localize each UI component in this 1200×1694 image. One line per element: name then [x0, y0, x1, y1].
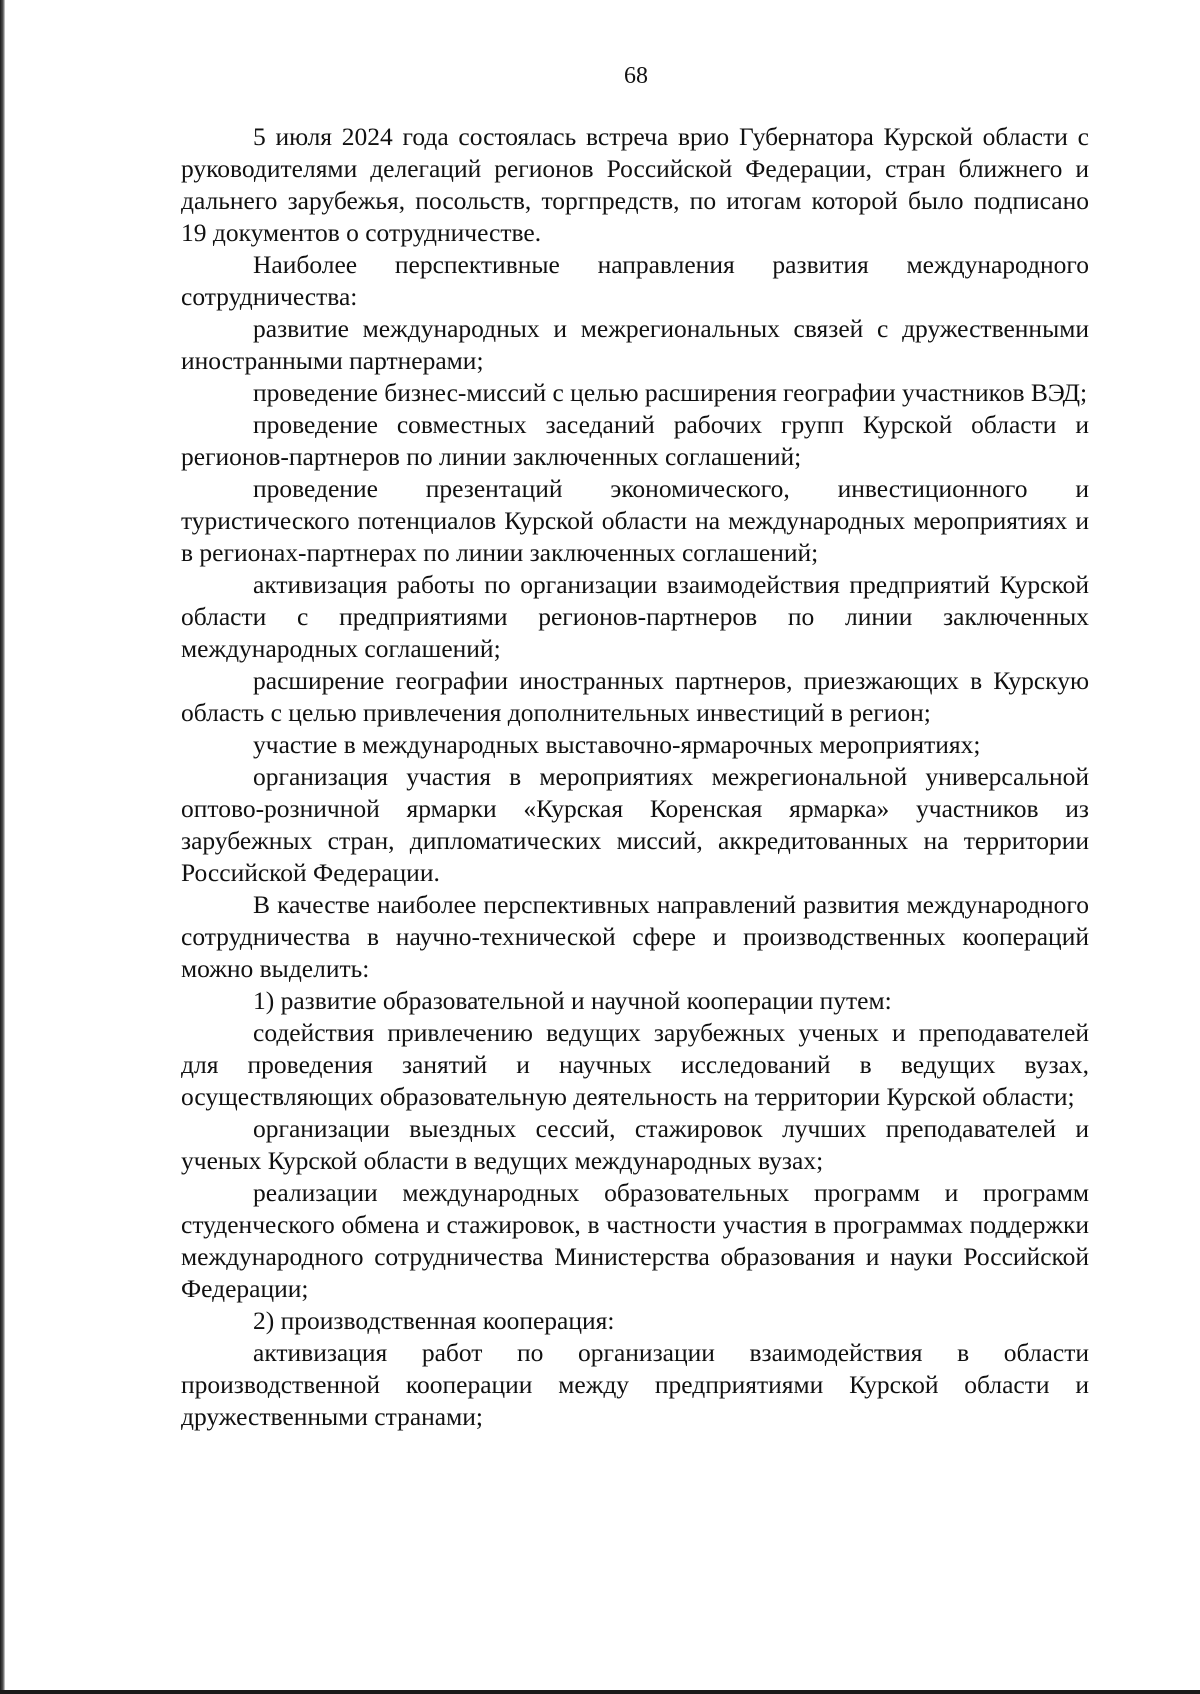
paragraph-list-item: организация участия в мероприятиях межрегиональной универсальной оптово-розничной ярмарки «Курская Коренская ярмарка» участников из зарубежных стран, дипломатических миссий, аккредитованных на территории Российской Федерации. — [181, 762, 1089, 887]
paragraph-list-item: организации выездных сессий, стажировок лучших преподавателей и ученых Курской области в ведущих международных вузах; — [181, 1114, 1089, 1175]
paragraph-section-heading: 2) производственная кооперация: — [253, 1306, 615, 1335]
paragraph-list-item: активизация работ по организации взаимодействия в области производственной кооперации между предприятиями Курской области и дружественными странами; — [181, 1338, 1089, 1431]
paragraph-list-item: содействия привлечению ведущих зарубежных ученых и преподавателей для проведения занятий и научных исследований в ведущих вузах, осуществляющих образовательную деятельность на территории Курской области; — [181, 1018, 1089, 1111]
page-number: 68 — [624, 63, 648, 89]
paragraph-list-item: реализации международных образовательных программ и программ студенческого обмена и стажировок, в частности участия в программах поддержки международного сотрудничества Министерства образования и науки Российской Федерации; — [181, 1178, 1089, 1303]
paragraph-list-item: проведение совместных заседаний рабочих групп Курской области и регионов-партнеров по линии заключенных соглашений; — [181, 410, 1089, 471]
paragraph-list-item: расширение географии иностранных партнеров, приезжающих в Курскую область с целью привлечения дополнительных инвестиций в регион; — [181, 666, 1089, 727]
paragraph-section-heading: 1) развитие образовательной и научной кооперации путем: — [253, 986, 892, 1015]
paragraph-list-item: участие в международных выставочно-ярмарочных мероприятиях; — [253, 730, 981, 759]
document-body — [181, 121, 1089, 1433]
paragraph-directions-intro: Наиболее перспективные направления развития международного сотрудничества: — [181, 250, 1089, 311]
paragraph-list-item: активизация работы по организации взаимодействия предприятий Курской области с предприятиями регионов-партнеров по линии заключенных международных соглашений; — [181, 570, 1089, 663]
paragraph-meeting: 5 июля 2024 года состоялась встреча врио Губернатора Курской области с руководителями делегаций регионов Российской Федерации, стран ближнего и дальнего зарубежья, посольств, торгпредств, по итогам которой было подписано 19 документов о сотрудничестве. — [181, 122, 1089, 247]
paragraph-science-intro: В качестве наиболее перспективных направлений развития международного сотрудничества в научно-технической сфере и производственных коопераций можно выделить: — [181, 890, 1089, 983]
paragraph-list-item: проведение бизнес-миссий с целью расширения географии участников ВЭД; — [253, 378, 1088, 407]
paragraph-list-item: развитие международных и межрегиональных связей с дружественными иностранными партнерами; — [181, 314, 1089, 375]
scan-left-edge — [0, 0, 5, 1694]
paragraph-list-item: проведение презентаций экономического, инвестиционного и туристического потенциалов Курской области на международных мероприятиях и в регионах-партнерах по линии заключенных соглашений; — [181, 474, 1089, 567]
scan-bottom-edge — [0, 1690, 1200, 1694]
